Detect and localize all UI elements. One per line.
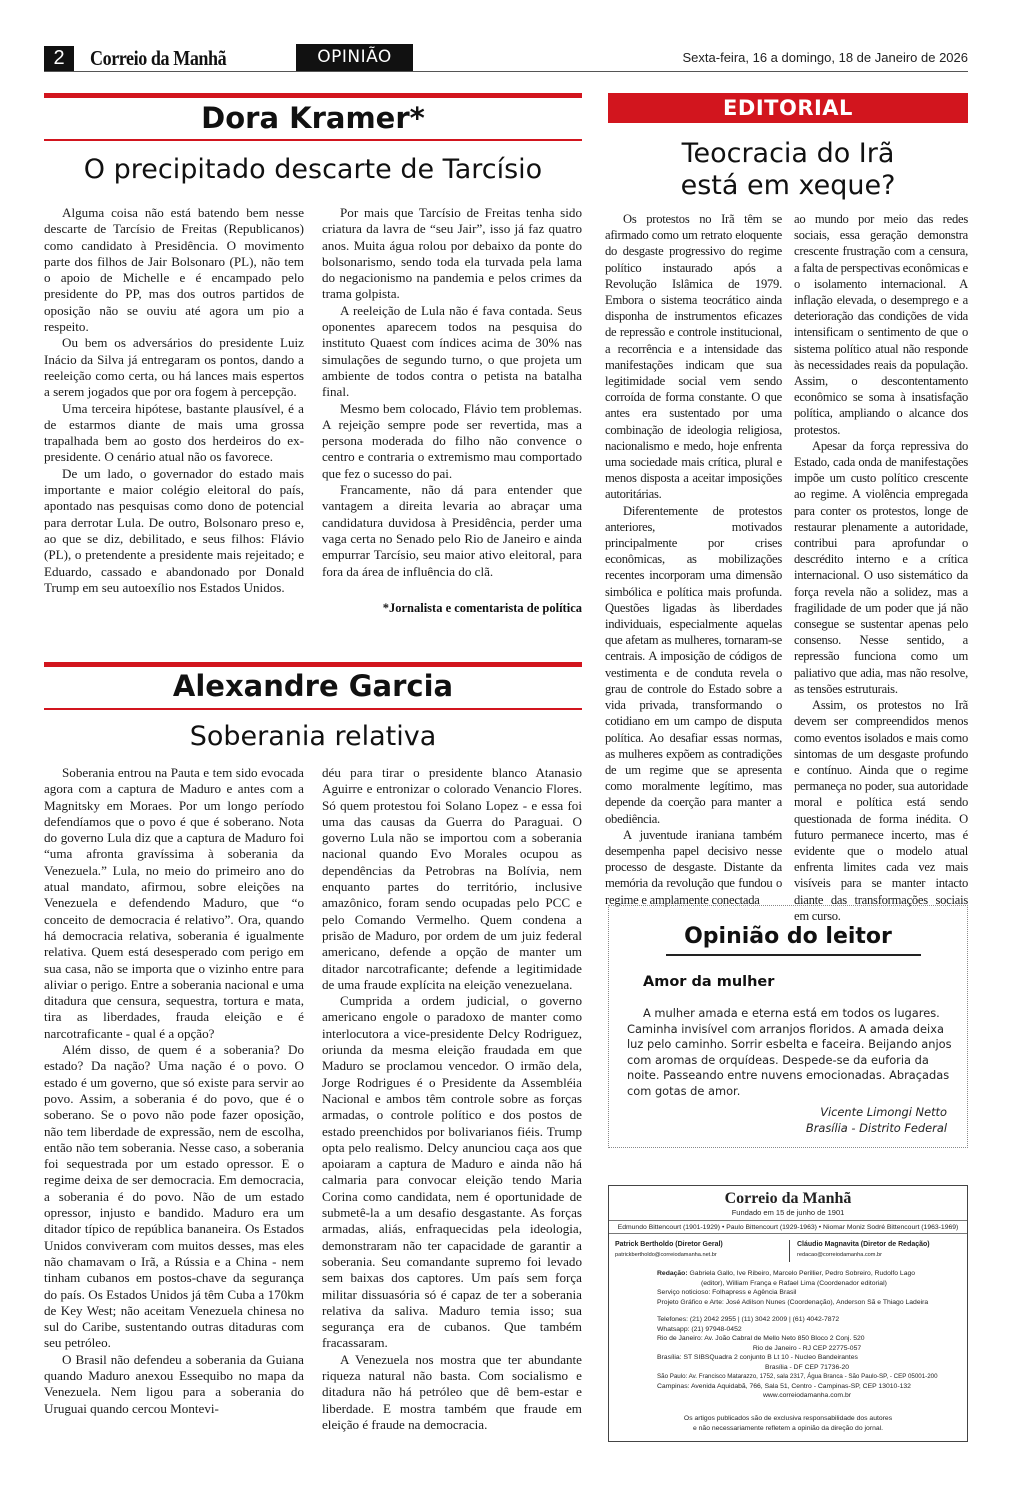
- staff-names-cont: (editor), William França e Rafael Lima (Coordenador editorial): [701, 1279, 887, 1287]
- author-signature: *Jornalista e comentarista de política: [382, 601, 582, 615]
- staff-names: Gabriela Gallo, Ive Ribeiro, Marcelo Perillier, Pedro Sobreiro, Rudolfo Lago: [689, 1270, 916, 1277]
- staff-label: Redação:: [657, 1270, 688, 1277]
- reader-opinion-box: [608, 905, 968, 1148]
- column-author: Dora Kramer*: [201, 101, 425, 135]
- article-body-left: [44, 765, 304, 1417]
- paragraph: Os protestos no Irã têm se afirmado como um retrato eloquente do desgaste progressivo do regime político instaurado após a Revolução Islâmica de 1979. Embora o sistema teocrático ainda disponha de instrumentos eficazes de repressão e controle institucional, a recorrência e a intensidade das manifestações indicam que sua legitimidade social vem sendo corroída de forma constante. O que antes era sustentado por uma combinação de ideologia religiosa, nacionalismo e medo, hoje enfrenta uma sociedade mais crítica, plural e menos disposta a aceitar imposições autoritárias.: [605, 212, 782, 502]
- rio-address: Rio de Janeiro: Av. João Cabral de Mello Neto 850 Bloco 2 Conj. 520: [657, 1335, 865, 1342]
- letter-title: Amor da mulher: [643, 974, 775, 990]
- website-link[interactable]: www.correiodamanha.com.br: [762, 1392, 852, 1399]
- paragraph: A juventude iraniana também desempenha papel decisivo nesse processo de desgaste. Distante da memória da revolução que fundou o regime e amplamente conectada: [605, 827, 782, 907]
- issue-date: Sexta-feira, 16 a domingo, 18 de Janeiro de 2026: [682, 50, 968, 65]
- editorial-body-right: [794, 211, 968, 924]
- phones: Telefones: (21) 2042 2955 | (11) 3042 2009 | (61) 4042-7872: [657, 1316, 840, 1323]
- column-headline: O precipitado descarte de Tarcísio: [83, 154, 543, 185]
- editor-director-email[interactable]: redacao@correiodamanha.com.br: [797, 1252, 882, 1258]
- reader-opinion-title: Opinião do leitor: [684, 924, 892, 949]
- paragraph: Uma terceira hipótese, bastante plausível, é a de estarmos diante de mais uma grossa trapalhada bem ao gosto dos herdeiros do ex-presidente. O cenário atual não os favorece.: [44, 400, 304, 465]
- paragraph: De um lado, o governador do estado mais importante e maior colégio eleitoral do país, apontado nas pesquisas como dono de potencial para derrotar Lula. De outro, Bolsonaro preso e, ao que se diz, debilitado, e seus filhos: Flávio (PL), o pretendente a presidente mais rejeitado; e Eduardo, cassado e abandonado por Donald Trump em seu autoexílio nos Estados Unidos.: [44, 465, 304, 595]
- paragraph: déu para tirar o presidente blanco Atanasio Aguirre e entronizar o colorado Venancio Flores. Só quem protestou foi Solano Lopez - e essa foi uma das causas da Guerra do Paraguai. O governo Lula não se importou com a soberania nacional quando Evo Morales ocupou as dependências da Petrobras na Bolívia, nem enquanto partes do território, inclusive amazônico, foram sendo ocupadas pelo PCC e pelo Comando Vermelho. Quem condena a prisão de Maduro, por ordem de um juiz federal americano, defende a opção de manter um ditador narcotraficante; defende a legitimidade de uma fraude explícita na eleição venezuelana.: [322, 765, 582, 992]
- paragraph: A reeleição de Lula não é fava contada. Seus oponentes aparecem todos na pesquisa do instituto Quaest com índices acima de 30% nas simulações de segundo turno, o que projeta um ambiente de todos contra o petista na batalha final.: [322, 302, 582, 400]
- page-header: [44, 46, 968, 72]
- editorial-headline-line: Teocracia do Irã: [681, 138, 895, 169]
- campinas-address: Campinas: Avenida Aquidabã, 766, Sala 51, Centro - Campinas-SP, CEP 13010-132: [657, 1382, 911, 1390]
- disclaimer-line: e não necessariamente refletem a opinião da direção do jornal.: [692, 1424, 884, 1432]
- paragraph: ao mundo por meio das redes sociais, essa geração demonstra crescente frustração com a censura, a falta de perspectivas econômicas e o isolamento internacional. A inflação elevada, o desemprego e a deterioração das condições de vida intensificam o sentimento de que o sistema político atual não responde às necessidades reais da população. Assim, o descontentamento econômico se soma à insatisfação política, ampliando o alcance dos protestos.: [794, 212, 968, 437]
- director-general-name: Patrick Bertholdo (Diretor Geral): [615, 1241, 723, 1248]
- paragraph: Soberania entrou na Pauta e tem sido evocada agora com a captura de Maduro e antes com a Magnitsky em Moraes. Por um longo período defendíamos que o povo é que é soberano. Nota do governo Lula diz que a captura de Maduro foi “uma afronta gravíssima à soberania da Venezuela.” Lula, no meio do primeiro ano do atual mandato, afirmou, sobre eleições na Venezuela e defendendo Maduro, que “o conceito de democracia é relativo”. Ora, quando há democracia relativa, soberania é igualmente relativa. Quem está desesperado com perigo em sua casa, não se importa que o vizinho entre para aliviar o perigo. Entre a soberania nacional e uma ditadura que censura, sequestra, tortura e mata, tira as liberdades, frauda eleição e é narcotraficante - qual é a opção?: [44, 765, 304, 1041]
- sao-paulo-address: São Paulo: Av. Francisco Matarazzo, 1752, sala 2317, Água Branca - São Paulo-SP, - CEP 05001-200: [657, 1373, 938, 1380]
- paragraph: Ou bem os adversários do presidente Luiz Inácio da Silva já entregaram os pontos, dando a reeleição como certa, ou há lances mais espertos a serem jogados que por ora fogem à percepção.: [44, 335, 304, 400]
- paragraph: Cumprida a ordem judicial, o governo americano engole o paradoxo de manter como interlocutora a vice-presidente Delcy Rodriguez, oriunda da mesma eleição fraudada em que Maduro se proclamou vencedor. O irmão dela, Jorge Rodrigues é o Presidente da Assembléia Nacional e ambos têm controle sobre as forças armadas, o controle político e dos postos de estado preenchidos por bolivarianos fiéis. Trump opta pelo realismo. Delcy anunciou caça aos que apoiaram a captura de Maduro e ainda não há calmaria para convocar eleição tendo Maria Corina como candidata, nem é oportunidade de submetê-la a um desafio desgastante. As forças armadas, aliás, enfraquecidas pela ideologia, demonstraram não ter capacidade de garantir a soberania. Seu comandante supremo foi levado sem baixas dos captores. Um país sem força militar dissuasória só é capaz de ter a soberania relativa da saliva. Maduro temia isso; sua segurança era de cubanos. Que também fracassaram.: [322, 993, 582, 1351]
- brasilia-address-cont: Brasília - DF CEP 71736-20: [764, 1363, 850, 1371]
- paragraph: Por mais que Tarcísio de Freitas tenha sido criatura da lavra de “seu Jair”, isso já faz quatro anos. Muita água rolou por debaixo da ponte do bolsonarismo, sendo toda ela turvada pela lama do negacionismo na pandemia e pelos crimes da trama golpista.: [322, 205, 582, 302]
- column-headline: Soberania relativa: [189, 721, 437, 752]
- paragraph: Mesmo bem colocado, Flávio tem problemas. A rejeição sempre pode ser revertida, mas a persona moderada do filho não convence o centro e contraria o extremismo mau comportado que fez o sucesso do pai.: [322, 400, 582, 481]
- masthead-box: [608, 1185, 968, 1442]
- news-service: Serviço noticioso: Folhapress e Agência Brasil: [657, 1289, 797, 1296]
- founded-date: Fundado em 15 de junho de 1901: [731, 1208, 845, 1217]
- paragraph: Alguma coisa não está batendo bem nesse descarte de Tarcísio de Freitas (Republicanos) como candidato à Presidência. O movimento parte dos filhos de Jair Bolsonaro (PL), não tem o apoio de Michelle e é encampado pelo presidente do PP, mas dos outros partidos de oposição não se ouviu até agora um pio a respeito.: [44, 205, 304, 335]
- rio-address-cont: Rio de Janeiro - RJ CEP 22775-057: [752, 1344, 862, 1352]
- founders-line: Edmundo Bittencourt (1901-1929) • Paulo Bittencourt (1929-1963) • Niomar Moniz Sodré Bittencourt (1963-1969): [609, 1220, 967, 1234]
- editor-director-name: Cláudio Magnavita (Diretor de Redação): [797, 1241, 930, 1248]
- editorial-headline: [608, 138, 968, 202]
- contact-block: [657, 1315, 957, 1401]
- article-body-right: [322, 205, 582, 580]
- newspaper-logo: Correio da Manhã: [90, 46, 227, 70]
- column-top-rule: [44, 662, 582, 667]
- disclaimer: [609, 1414, 967, 1433]
- editor-director: [797, 1240, 930, 1260]
- letter-location: Brasília - Distrito Federal: [805, 1121, 947, 1135]
- column-top-rule: [44, 93, 582, 98]
- paragraph: A Venezuela nos mostra que ter abundante riqueza natural não basta. Com socialismo e ditadura não há petróleo que dê bem-estar e liberdade. E mostra também que fraude em eleição é fraude na democracia.: [322, 1351, 582, 1432]
- staff-block: [657, 1269, 957, 1307]
- editorial-body-left: [605, 211, 782, 908]
- column-author: Alexandre Garcia: [172, 669, 454, 703]
- letter-author: Vicente Limongi Netto: [820, 1105, 947, 1119]
- page-number: 2: [44, 46, 74, 71]
- paragraph: Diferentemente de protestos anteriores, motivados principalmente por crises econômicas, as mobilizações recentes incorporam uma dimensão simbólica e política mais profunda. Questões ligadas às liberdades individuais, especialmente aquelas que afetam as mulheres, tornaram-se centrais. A imposição de códigos de vestimenta e de conduta revela o grau de controle do Estado sobre a vida privada, transformando o cotidiano em um campo de disputa política. Ao desafiar essas normas, as mulheres expõem as contradições de um regime que se apresenta como moralmente legítimo, mas depende da coerção para manter a obediência.: [605, 503, 782, 826]
- masthead-logo: Correio da Manhã: [724, 1190, 852, 1207]
- design-credits: Projeto Gráfico e Arte: José Adilson Nunes (Coordenação), Anderson Sã e Thiago Ladeira: [657, 1298, 929, 1306]
- editorial-label: EDITORIAL: [608, 93, 968, 123]
- disclaimer-line: Os artigos publicados são de exclusiva responsabilidade dos autores: [683, 1415, 893, 1422]
- director-divider: [789, 1240, 790, 1262]
- section-label: OPINIÃO: [296, 44, 413, 71]
- article-body-right: [322, 765, 582, 1433]
- paragraph: Francamente, não dá para entender que vantagem a direita levaria ao abraçar uma candidatura duvidosa à Presidência, perder uma vaga certa no Senado pelo Rio de Janeiro e ainda empurrar Tarcísio, seu maior ativo eleitoral, para fora da área de influência do clã.: [322, 482, 582, 579]
- paragraph: Assim, os protestos no Irã devem ser compreendidos menos como eventos isolados e mais como sintomas de um desgaste profundo e contínuo. Ainda que o regime permaneça no poder, sua autoridade moral e política está sendo questionada de forma inédita. O futuro permanece incerto, mas é evidente que o modelo atual enfrenta limites cada vez mais visíveis para se manter intacto diante das transformações sociais em curso.: [794, 698, 968, 923]
- whatsapp: Whatsapp: (21) 97948-0452: [657, 1325, 742, 1333]
- letter-text: A mulher amada e eterna está em todos os lugares. Caminha invisível com arranjos floridos. A amada deixa luz pelo caminho. Sorrir esbelta e faceira. Beijando anjos com aromas de orquídeas. Despede-se da euforia da noite. Passeando entre nuvens emocionadas. Abraçadas com gotas de amor.: [627, 1006, 952, 1098]
- letter-signature: [806, 1104, 947, 1136]
- director-general: [615, 1240, 723, 1260]
- director-general-email[interactable]: patrickbertholdo@correiodamanha.net.br: [615, 1252, 717, 1258]
- paragraph: Apesar da força repressiva do Estado, cada onda de manifestações impõe um custo político crescente ao regime. A violência empregada para conter os protestos, longe de restaurar plenamente a autoridade, contribui para aprofundar o descrédito interno e a crítica internacional. O uso sistemático da força revela não a solidez, mas a fragilidade de um poder que já não consegue se sustentar apenas pelo consenso. Nesse sentido, a repressão funciona como um paliativo que adia, mas não resolve, as tensões estruturais.: [794, 438, 968, 696]
- editorial-headline-line: está em xeque?: [680, 170, 896, 201]
- reader-title-rule: [666, 954, 921, 956]
- article-body-left: [44, 205, 304, 596]
- paragraph: Além disso, de quem é a soberania? Do estado? Da nação? Uma nação é o povo. O estado é um governo, que só existe para servir ao povo. Assim, a soberania é do povo, que é o soberano. Se o povo não pode fazer oposição, não tem liberdade de expressão, nem de escolha, então não tem soberania. Nesse caso, a soberania foi sequestrada por um estado opressor. E o regime deixa de ser democracia. Em democracia, a soberania é do povo. Não de um estado opressor, injusto e bandido. Maduro era um ditador típico de república bananeira. Os Estados Unidos conviveram com muitos desses, mas eles não chamavam o Irã, a Rússia e a China - nem tinham cubanos em postos-chave da segurança do país. Os Estados Unidos já têm Cuba a 170km de Key West; não aceitam Venezuela chinesa no sul do Caribe, sustentando outras ditaduras com seu petróleo.: [44, 1042, 304, 1351]
- column-divider-rule: [44, 708, 582, 710]
- brasilia-address: Brasília: ST SIBSQuadra 2 conjunto B Lt 10 - Nucleo Bandeirantes: [657, 1354, 858, 1361]
- column-divider-rule: [44, 139, 582, 141]
- paragraph: O Brasil não defendeu a soberania da Guiana quando Maduro anexou Essequibo no mapa da Venezuela. Nem ligou para a soberania do Uruguai quando cercou Montevi-: [44, 1351, 304, 1416]
